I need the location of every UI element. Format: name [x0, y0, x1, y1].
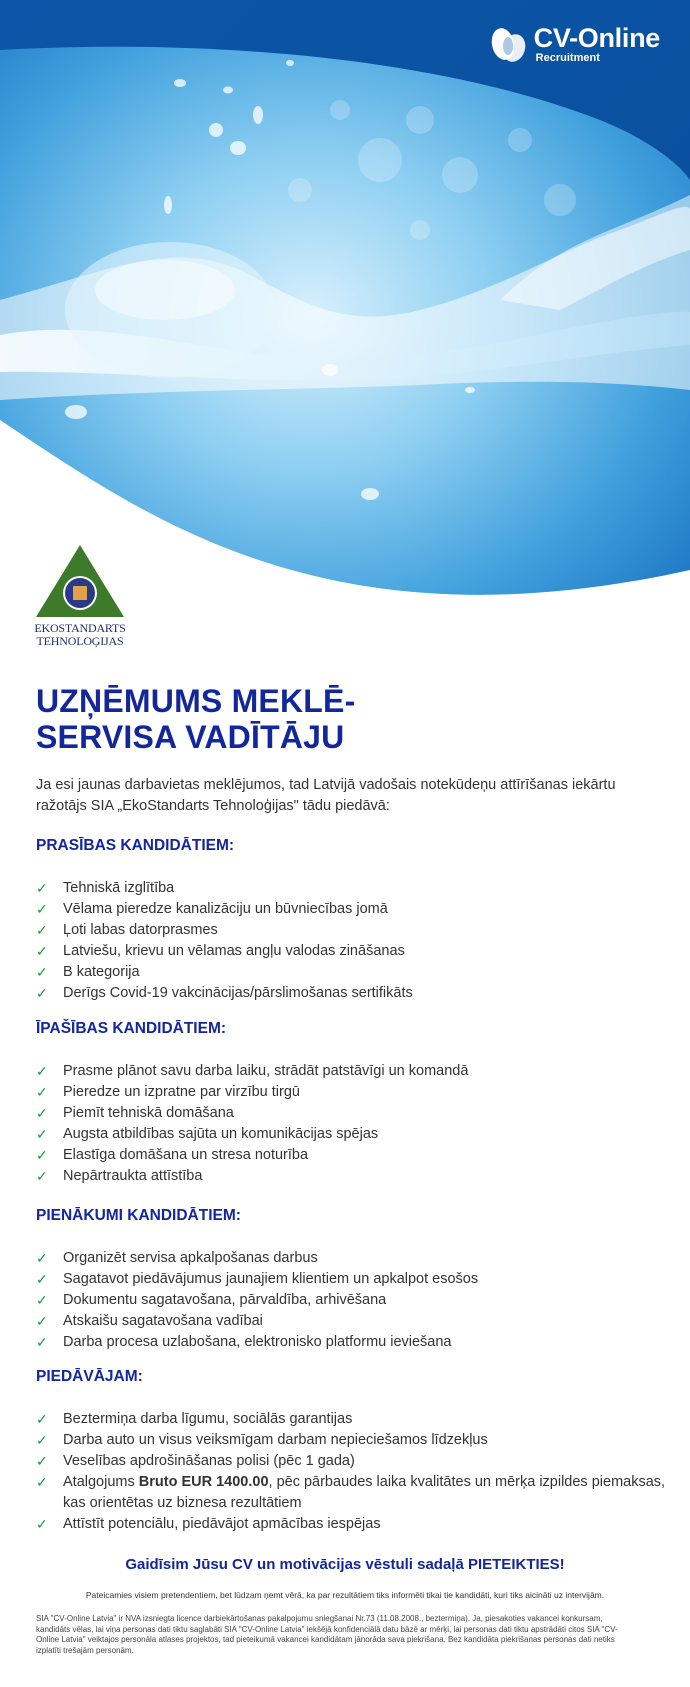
list-item: ✓ Organizēt servisa apkalpošanas darbus: [36, 1248, 666, 1269]
list-item: ✓ Veselības apdrošināšanas polisi (pēc 1 gada): [36, 1451, 666, 1472]
cv-online-logo-icon: [490, 26, 528, 64]
check-icon: ✓: [36, 1292, 48, 1308]
check-icon: ✓: [36, 1432, 48, 1448]
check-icon: ✓: [36, 901, 48, 917]
check-icon: ✓: [36, 880, 48, 896]
list-item: ✓ Latviešu, krievu un vēlamas angļu valodas zināšanas: [36, 941, 666, 962]
check-icon: ✓: [36, 1147, 48, 1163]
check-icon: ✓: [36, 1516, 48, 1532]
check-icon: ✓: [36, 1313, 48, 1329]
legal-disclaimer: SIA "CV-Online Latvia" ir NVA izsniegta licence darbiekārtošanas pakalpojumu sniegšanai Nr.73 (11.08.2008., beztermiņa). Ja, piesakoties vakancei konkursam, kandidāts vēlas, lai viņa personas dati tiktu saglabāti SIA "CV-Online Latvia" iekšējā konfidenciālā datu bāzē ar mērķi, lai personas dati tiktu apstrādāti citos SIA "CV-Online Latvia" veiktajos personāla atlases projektos, tad pieteikumā vakancei kandidātam jānorāda sava piekrišana. Bez kandidāta piekrišanas personas dati netiks izplatīti trešajām personām.: [36, 1614, 618, 1655]
page-title: [36, 683, 355, 755]
thanks-note: Pateicamies visiem pretendentiem, bet lūdzam ņemt vērā, ka par rezultātiem tiks informēti tikai tie kandidāti, kuri tiks aicināti uz intervijām.: [85, 1590, 605, 1600]
offer-list: [36, 1409, 666, 1535]
check-icon: ✓: [36, 922, 48, 938]
duties-heading: PIENĀKUMI KANDIDĀTIEM:: [36, 1207, 241, 1224]
properties-section: [36, 1020, 666, 1187]
properties-heading: ĪPAŠĪBAS KANDIDĀTIEM:: [36, 1020, 227, 1037]
brand-sub: Recruitment: [535, 52, 600, 64]
offer-section: [36, 1368, 666, 1535]
requirements-section: [36, 837, 666, 1004]
list-item: ✓ Ļoti labas datorprasmes: [36, 920, 666, 941]
page-title-line2: SERVISA VADĪTĀJU: [36, 719, 345, 755]
check-icon: ✓: [36, 1411, 48, 1427]
list-item: ✓ Augsta atbildības sajūta un komunikācijas spējas: [36, 1124, 666, 1145]
list-item: ✓ Attīstīt potenciālu, piedāvājot apmācības iespējas: [36, 1514, 666, 1535]
list-item: ✓ Pieredze un izpratne par virzību tirgū: [36, 1082, 666, 1103]
ekostandarts-logo-icon: [34, 543, 126, 617]
company-logo: [34, 543, 126, 648]
duties-section: [36, 1207, 666, 1353]
check-icon: ✓: [36, 1250, 48, 1266]
cv-online-logo[interactable]: [490, 24, 660, 65]
intro-text: Ja esi jaunas darbavietas meklējumos, tad Latvijā vadošais notekūdeņu attīrīšanas iekārtu ražotājs SIA „EkoStandarts Tehnoloģijas" tādu piedāvā:: [36, 777, 616, 814]
list-item: ✓ Darba auto un visus veiksmīgam darbam nepieciešamos līdzekļus: [36, 1430, 666, 1451]
check-icon: ✓: [36, 1063, 48, 1079]
company-name-line2: TEHNOLOĢIJAS: [36, 634, 124, 648]
list-item: ✓ Derīgs Covid-19 vakcinācijas/pārslimošanas sertifikāts: [36, 983, 666, 1004]
duties-list: [36, 1248, 666, 1353]
check-icon: ✓: [36, 943, 48, 959]
check-icon: ✓: [36, 1168, 48, 1184]
list-item: ✓ B kategorija: [36, 962, 666, 983]
list-item: ✓ Prasme plānot savu darba laiku, strādāt patstāvīgi un komandā: [36, 1061, 666, 1082]
list-item: ✓ Elastīga domāšana un stresa noturība: [36, 1145, 666, 1166]
check-icon: ✓: [36, 1084, 48, 1100]
salary-amount: Bruto EUR 1400.00: [138, 1474, 269, 1490]
list-item: ✓ Sagatavot piedāvājumus jaunajiem klientiem un apkalpot esošos: [36, 1269, 666, 1290]
brand-name: CV-Online: [533, 23, 660, 53]
properties-list: [36, 1061, 666, 1187]
check-icon: ✓: [36, 1474, 48, 1490]
check-icon: ✓: [36, 1271, 48, 1287]
page-title-line1: UZŅĒMUMS MEKLĒ-: [36, 683, 356, 719]
list-item: ✓ Tehniskā izglītība: [36, 878, 666, 899]
check-icon: ✓: [36, 1334, 48, 1350]
check-icon: ✓: [36, 985, 48, 1001]
requirements-heading: PRASĪBAS KANDIDĀTIEM:: [36, 837, 235, 854]
list-item: ✓ Nepārtraukta attīstība: [36, 1166, 666, 1187]
list-item-salary: ✓ Atalgojums Bruto EUR 1400.00, pēc pārbaudes laika kvalitātes un mērķa izpildes piemaksas, kas orientētas uz biznesa rezultātiem: [36, 1474, 666, 1511]
check-icon: ✓: [36, 1453, 48, 1469]
list-item: ✓ Dokumentu sagatavošana, pārvaldība, arhivēšana: [36, 1290, 666, 1311]
apply-call-to-action: Gaidīsim Jūsu CV un motivācijas vēstuli sadaļā PIETEIKTIES!: [125, 1556, 565, 1573]
list-item: ✓ Piemīt tehniskā domāšana: [36, 1103, 666, 1124]
check-icon: ✓: [36, 1126, 48, 1142]
list-item: ✓ Beztermiņa darba līgumu, sociālās garantijas: [36, 1409, 666, 1430]
list-item: ✓ Vēlama pieredze kanalizāciju un būvniecības jomā: [36, 899, 666, 920]
check-icon: ✓: [36, 964, 48, 980]
company-name-line1: EKOSTANDARTS: [34, 621, 126, 635]
check-icon: ✓: [36, 1105, 48, 1121]
offer-heading: PIEDĀVĀJAM:: [36, 1368, 143, 1385]
cv-online-logo-text: [534, 24, 660, 65]
requirements-list: [36, 878, 666, 1004]
list-item: ✓ Darba procesa uzlabošana, elektronisko platformu ieviešana: [36, 1332, 666, 1353]
list-item: ✓ Atskaišu sagatavošana vadībai: [36, 1311, 666, 1332]
